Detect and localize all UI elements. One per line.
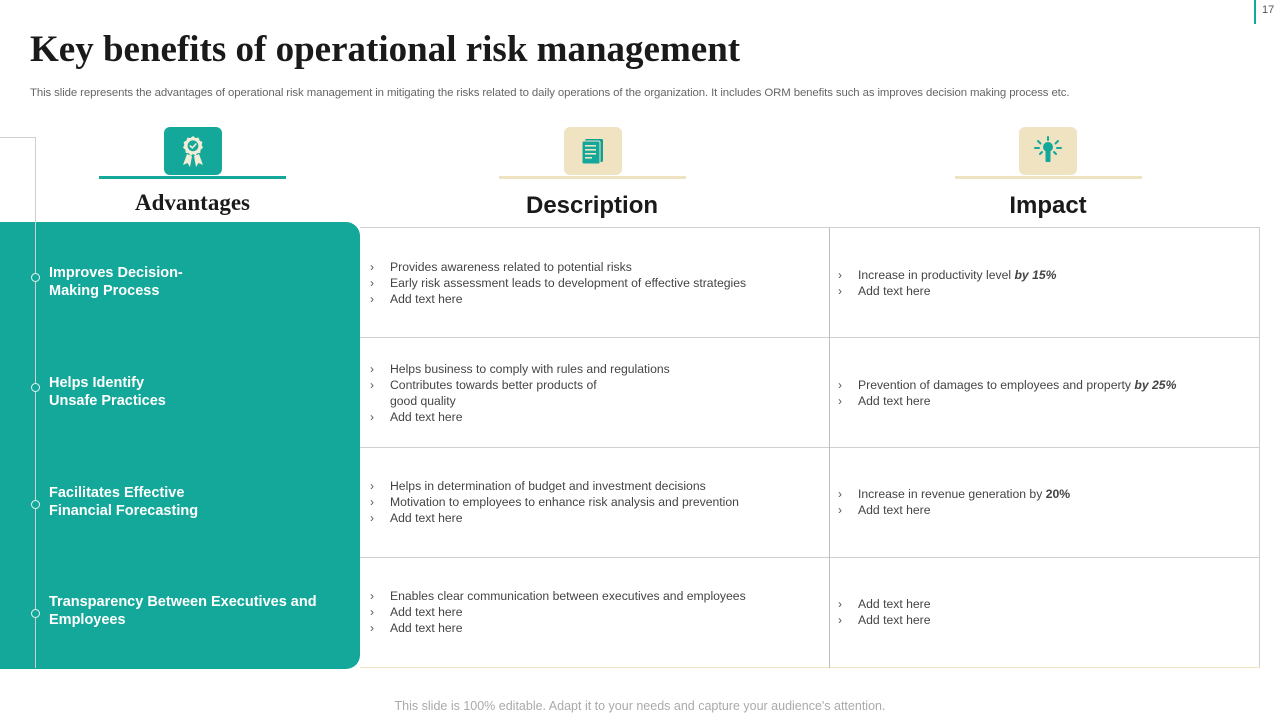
impact-text xyxy=(858,486,1070,502)
chevron-right-icon: › xyxy=(370,410,374,424)
impact-text: Add text here xyxy=(858,284,931,298)
advantage-item xyxy=(49,593,349,629)
list-item xyxy=(838,486,1248,502)
impact-emphasis: by 15% xyxy=(1014,268,1057,282)
advantage-line: Employees xyxy=(49,612,126,628)
chevron-right-icon: › xyxy=(838,284,842,298)
list-item xyxy=(370,377,820,409)
chevron-right-icon: › xyxy=(838,487,842,501)
award-ribbon-icon xyxy=(164,127,222,175)
impact-text: Add text here xyxy=(858,394,931,408)
chevron-right-icon: › xyxy=(370,378,374,392)
list-item xyxy=(838,612,1248,628)
description-cell xyxy=(370,259,820,307)
description-text: Add text here xyxy=(390,621,463,635)
timeline-top-connector xyxy=(0,137,36,138)
list-item xyxy=(370,478,820,494)
chevron-right-icon: › xyxy=(370,589,374,603)
timeline-dot xyxy=(31,383,40,392)
list-item xyxy=(370,361,820,377)
timeline-dot xyxy=(31,609,40,618)
list-item xyxy=(370,588,820,604)
list-item xyxy=(370,409,820,425)
impact-underline xyxy=(955,176,1142,179)
list-item xyxy=(838,596,1248,612)
impact-text-main: Prevention of damages to employees and property xyxy=(858,378,1135,392)
description-cell xyxy=(370,588,820,636)
description-header: Description xyxy=(525,192,659,219)
impact-text-main: Increase in revenue generation by xyxy=(858,487,1046,501)
chevron-right-icon: › xyxy=(370,479,374,493)
advantage-line: Financial Forecasting xyxy=(49,503,199,519)
advantage-item xyxy=(49,374,349,410)
list-item xyxy=(838,283,1248,299)
table-row xyxy=(360,228,1260,338)
impact-text xyxy=(858,267,1057,283)
impact-cell xyxy=(838,486,1248,518)
impact-text: Add text here xyxy=(858,597,931,611)
list-item xyxy=(370,620,820,636)
timeline-dot xyxy=(31,273,40,282)
chevron-right-icon: › xyxy=(370,292,374,306)
chevron-right-icon: › xyxy=(370,511,374,525)
advantage-line: Improves Decision- xyxy=(49,265,183,281)
description-text: Motivation to employees to enhance risk analysis and prevention xyxy=(390,495,739,509)
chevron-right-icon: › xyxy=(838,394,842,408)
chevron-right-icon: › xyxy=(838,613,842,627)
list-item xyxy=(370,494,820,510)
description-text: Contributes towards better products of good quality xyxy=(390,378,597,408)
slide-title: Key benefits of operational risk management xyxy=(30,29,741,70)
description-text: Add text here xyxy=(390,605,463,619)
page-number-accent xyxy=(1254,0,1256,24)
description-cell xyxy=(370,478,820,526)
timeline-line xyxy=(35,137,36,668)
description-text: Early risk assessment leads to development of effective strategies xyxy=(390,276,747,290)
chevron-right-icon: › xyxy=(370,260,374,274)
chevron-right-icon: › xyxy=(838,597,842,611)
impact-text-main: Increase in productivity level xyxy=(858,268,1015,282)
advantage-line: Transparency Between Executives and xyxy=(49,594,317,610)
chevron-right-icon: › xyxy=(838,268,842,282)
advantage-item xyxy=(49,264,349,300)
impact-header: Impact xyxy=(1009,192,1087,219)
description-text: Enables clear communication between executives and employees xyxy=(390,589,746,603)
slide-subtitle: This slide represents the advantages of operational risk management in mitigating the risks related to daily operations of the organization. It includes ORM benefits such as improves decision making process etc. xyxy=(30,87,1070,99)
page-number: 17 xyxy=(1262,4,1275,16)
impact-cell xyxy=(838,267,1248,299)
list-item xyxy=(838,377,1248,393)
chevron-right-icon: › xyxy=(370,621,374,635)
chevron-right-icon: › xyxy=(370,276,374,290)
description-text: Add text here xyxy=(390,292,463,306)
list-item xyxy=(370,259,820,275)
impact-emphasis: by 25% xyxy=(1134,378,1177,392)
list-item xyxy=(370,291,820,307)
list-item xyxy=(838,267,1248,283)
table-row xyxy=(360,558,1260,668)
impact-text: Add text here xyxy=(858,503,931,517)
description-text: Helps business to comply with rules and regulations xyxy=(390,362,670,376)
chevron-right-icon: › xyxy=(838,503,842,517)
chevron-right-icon: › xyxy=(370,495,374,509)
description-text: Add text here xyxy=(390,410,463,424)
table-row xyxy=(360,448,1260,558)
table-row xyxy=(360,338,1260,448)
impact-text: Add text here xyxy=(858,613,931,627)
list-item xyxy=(370,604,820,620)
column-divider xyxy=(829,228,830,668)
advantage-line: Facilitates Effective xyxy=(49,485,185,501)
chevron-right-icon: › xyxy=(370,362,374,376)
advantage-line: Unsafe Practices xyxy=(49,393,166,409)
impact-text xyxy=(858,377,1176,393)
idea-bulb-icon xyxy=(1019,127,1077,175)
impact-cell xyxy=(838,596,1248,628)
timeline-dot xyxy=(31,500,40,509)
list-item xyxy=(370,510,820,526)
description-underline xyxy=(499,176,686,179)
chevron-right-icon: › xyxy=(838,378,842,392)
advantage-line: Helps Identify xyxy=(49,375,145,391)
slide-footer: This slide is 100% editable. Adapt it to your needs and capture your audience's attention. xyxy=(394,699,886,713)
chevron-right-icon: › xyxy=(370,605,374,619)
advantage-line: Making Process xyxy=(49,283,160,299)
description-text: Provides awareness related to potential risks xyxy=(390,260,632,274)
impact-cell xyxy=(838,377,1248,409)
list-item xyxy=(370,275,820,291)
benefits-table xyxy=(360,227,1260,667)
document-list-icon xyxy=(564,127,622,175)
advantages-underline xyxy=(99,176,286,179)
list-item xyxy=(838,502,1248,518)
list-item xyxy=(838,393,1248,409)
advantage-item xyxy=(49,484,349,520)
description-text: Helps in determination of budget and investment decisions xyxy=(390,479,706,493)
description-cell xyxy=(370,361,820,425)
impact-emphasis: 20% xyxy=(1045,487,1071,501)
description-text: Add text here xyxy=(390,511,463,525)
advantages-header: Advantages xyxy=(134,190,250,215)
